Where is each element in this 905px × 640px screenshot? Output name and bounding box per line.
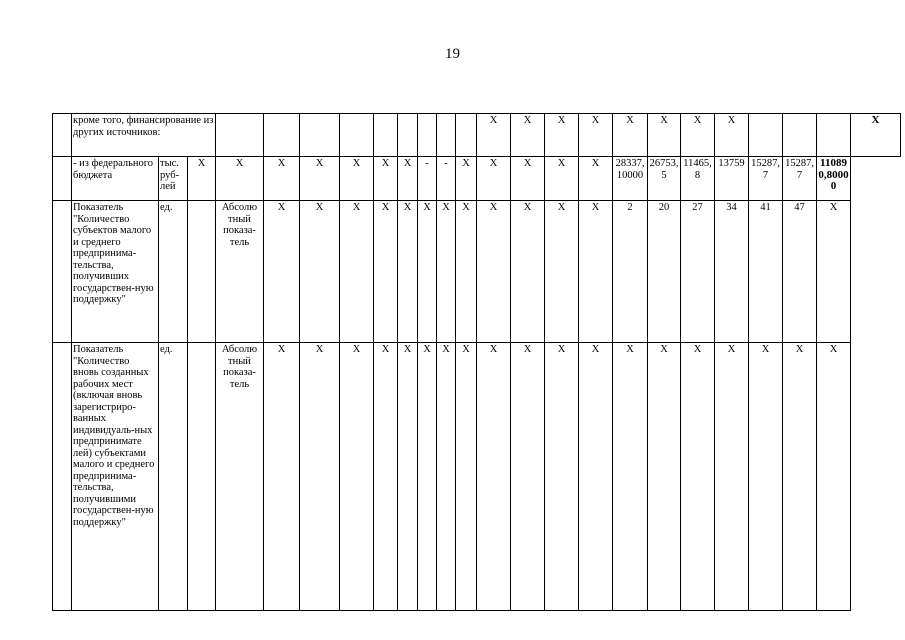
table-cell: X	[188, 157, 216, 201]
table-cell: X	[300, 343, 340, 611]
table-cell: X	[817, 343, 851, 611]
table-cell	[437, 114, 456, 157]
table-cell	[264, 114, 300, 157]
table-cell: X	[545, 201, 579, 343]
table-cell: X	[579, 343, 613, 611]
table-cell: X	[681, 343, 715, 611]
table-cell	[188, 343, 216, 611]
table-cell: X	[545, 157, 579, 201]
table-cell	[456, 114, 477, 157]
table-cell: 41	[749, 201, 783, 343]
type-cell: Абсолю тный показа-тель	[216, 201, 264, 343]
table-cell: X	[579, 157, 613, 201]
table-cell	[53, 343, 72, 611]
table-cell: X	[681, 114, 715, 157]
table-cell: 2	[613, 201, 648, 343]
row-label: - из федерального бюджета	[72, 157, 159, 201]
type-cell: Абсолю тный показа-тель	[216, 343, 264, 611]
table-cell: -	[437, 157, 456, 201]
table-cell	[53, 114, 72, 157]
table-cell: X	[477, 201, 511, 343]
table-cell	[374, 114, 398, 157]
table-cell	[817, 114, 851, 157]
table-cell: X	[511, 201, 545, 343]
table-cell: 11465,8	[681, 157, 715, 201]
table-cell: 26753,5	[648, 157, 681, 201]
table-cell: X	[340, 157, 374, 201]
table-cell	[398, 114, 418, 157]
table-cell: X	[613, 114, 648, 157]
table-cell: X	[340, 201, 374, 343]
table-cell: X	[398, 343, 418, 611]
table-cell: X	[579, 114, 613, 157]
table-cell: X	[437, 201, 456, 343]
table-cell	[53, 157, 72, 201]
unit-cell: ед.	[159, 343, 188, 611]
table-cell: X	[456, 343, 477, 611]
table-cell: X	[300, 201, 340, 343]
table-row	[53, 201, 901, 343]
table-cell	[188, 201, 216, 343]
table-cell: X	[511, 343, 545, 611]
table-cell: X	[545, 343, 579, 611]
table-cell: X	[340, 343, 374, 611]
table-cell: 47	[783, 201, 817, 343]
data-table	[52, 113, 901, 611]
table-cell: X	[437, 343, 456, 611]
table-cell: 110890,80000	[817, 157, 851, 201]
table-cell: X	[418, 201, 437, 343]
table-cell: 13759	[715, 157, 749, 201]
table-cell: X	[749, 343, 783, 611]
table-cell	[300, 114, 340, 157]
table-cell: X	[374, 343, 398, 611]
row-label: Показатель "Количество субъектов малого и среднего предпринима-тельства, получивших государствен-ную поддержку"	[72, 201, 159, 343]
table-cell: X	[477, 114, 511, 157]
table-row	[53, 114, 901, 157]
table-cell: X	[545, 114, 579, 157]
table-row	[53, 343, 901, 611]
table-cell: X	[477, 157, 511, 201]
table-cell: X	[613, 343, 648, 611]
table-cell: X	[851, 114, 901, 157]
table-cell	[749, 114, 783, 157]
unit-cell: тыс. руб-лей	[159, 157, 188, 201]
table-cell	[216, 114, 264, 157]
table-cell: X	[715, 343, 749, 611]
table-cell: X	[418, 343, 437, 611]
table-cell	[53, 201, 72, 343]
table-cell: X	[511, 157, 545, 201]
table-cell: 27	[681, 201, 715, 343]
table-cell: X	[216, 157, 264, 201]
table-cell: X	[374, 157, 398, 201]
table-cell: X	[648, 114, 681, 157]
table-cell: X	[374, 201, 398, 343]
table-cell: 20	[648, 201, 681, 343]
table-cell	[783, 114, 817, 157]
table-cell: X	[456, 201, 477, 343]
table-cell: X	[511, 114, 545, 157]
table-cell: X	[264, 343, 300, 611]
table-cell: 34	[715, 201, 749, 343]
table-cell: X	[398, 201, 418, 343]
table-cell: X	[264, 201, 300, 343]
row-label: кроме того, финансирование из других источников:	[72, 114, 216, 157]
row-label: Показатель "Количество вновь созданных рабочих мест (включая вновь зарегистриро-ванных индивидуаль-ных предпринимате лей) субъектами малого и среднего предпринима-тельства, получившими государствен-ную поддержку"	[72, 343, 159, 611]
table-cell: X	[398, 157, 418, 201]
table-cell: X	[456, 157, 477, 201]
table-cell: -	[418, 157, 437, 201]
table-cell: X	[579, 201, 613, 343]
table-cell: 15287,7	[749, 157, 783, 201]
unit-cell: ед.	[159, 201, 188, 343]
table-cell: X	[783, 343, 817, 611]
table-cell: 28337,10000	[613, 157, 648, 201]
table-cell: X	[715, 114, 749, 157]
table-cell: X	[300, 157, 340, 201]
table-row	[53, 157, 901, 201]
table-cell	[340, 114, 374, 157]
page-number: 19	[445, 46, 460, 62]
table-cell: 15287,7	[783, 157, 817, 201]
table-cell: X	[817, 201, 851, 343]
table-cell	[418, 114, 437, 157]
table-cell: X	[648, 343, 681, 611]
table-cell: X	[264, 157, 300, 201]
table-cell: X	[477, 343, 511, 611]
